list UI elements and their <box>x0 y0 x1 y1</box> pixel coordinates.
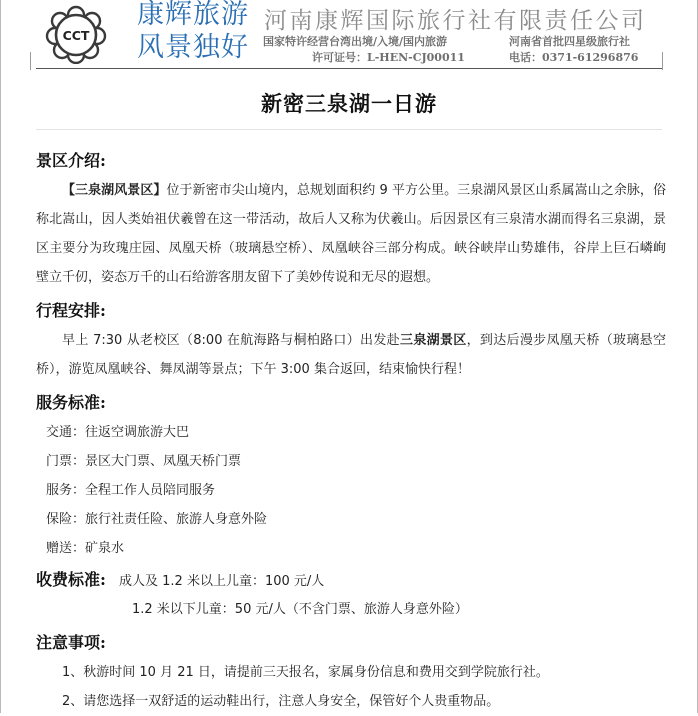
itinerary-text-after: ，到达后漫步凤凰天桥（玻璃悬空桥），游览凤凰峡谷、舞凤湖等景点；下午 3:00 集合返回，结束愉快行程！ <box>36 333 666 377</box>
service-item-insurance: 保险：旅行社责任险、旅游人身意外险 <box>46 512 268 527</box>
agency-rating: 河南省首批四星级旅行社 <box>509 35 630 48</box>
fee-row-adult <box>36 565 666 595</box>
intro-highlight: 【三泉湖风景区】 <box>62 183 167 198</box>
service-item-tickets: 门票：景区大门票、凤凰天桥门票 <box>46 454 242 469</box>
license-number: 许可证号：L-HEN-CJ00011 <box>312 51 465 64</box>
title-divider <box>36 129 662 130</box>
service-item-gift: 赠送：矿泉水 <box>46 541 125 556</box>
notes-heading: 注意事项: <box>36 633 106 652</box>
slogan-line-2: 风景独好 <box>137 32 249 63</box>
itinerary-paragraph <box>36 326 666 384</box>
slogan-line-1: 康辉旅游 <box>137 0 249 30</box>
cct-logo <box>40 4 112 64</box>
service-item-transport: 交通：往返空调旅游大巴 <box>46 425 190 440</box>
license-scope: 国家特许经营台湾出境/入境/国内旅游 <box>263 35 448 48</box>
service-item-staff: 服务：全程工作人员陪同服务 <box>46 483 216 498</box>
fee-child: 1.2 米以下儿童：50 元/人（不含门票、旅游人身意外险） <box>132 602 468 617</box>
company-name: 河南康辉国际旅行社有限责任公司 <box>264 8 647 34</box>
intro-text: 位于新密市尖山境内，总规划面积约 9 平方公里。三泉湖风景区山系属嵩山之余脉，俗称北嵩山，因人类始祖伏羲曾在这一带活动，故后人又称为伏羲山。后因景区有三泉清水湖而得名三泉湖，景区主要分为玫瑰庄园、凤凰天桥（玻璃悬空桥）、凤凰峡谷三部分构成。峡谷峡岸山势雄伟，谷岸上巨石嶙峋壁立千仞，姿态万千的山石给游客朋友留下了美妙传说和无尽的遐想。 <box>36 183 666 285</box>
service-list <box>36 418 666 563</box>
itinerary-heading: 行程安排: <box>36 301 106 320</box>
intro-heading: 景区介绍: <box>36 151 106 170</box>
intro-paragraph <box>36 176 666 292</box>
header-divider <box>36 68 662 69</box>
service-heading: 服务标准: <box>36 393 106 412</box>
itinerary-text-before: 早上 7:30 从老校区（8:00 在航海路与桐柏路口）出发赴 <box>62 333 400 348</box>
fees-heading: 收费标准: <box>36 570 106 589</box>
phone-number: 电话：0371-61296876 <box>509 51 639 64</box>
note-item-2: 2、请您选择一双舒适的运动鞋出行，注意人身安全，保管好个人贵重物品。 <box>62 694 500 709</box>
document-body <box>36 146 666 716</box>
note-item-1: 1、秋游时间 10 月 21 日，请提前三天报名，家属身份信息和费用交到学院旅行社。 <box>62 665 549 680</box>
document-title: 新密三泉湖一日游 <box>261 91 437 116</box>
logo-text: CCT <box>62 28 90 43</box>
letterhead <box>0 0 698 80</box>
itinerary-highlight: 三泉湖景区 <box>400 333 467 348</box>
fee-adult: 成人及 1.2 米以上儿童：100 元/人 <box>119 574 325 589</box>
